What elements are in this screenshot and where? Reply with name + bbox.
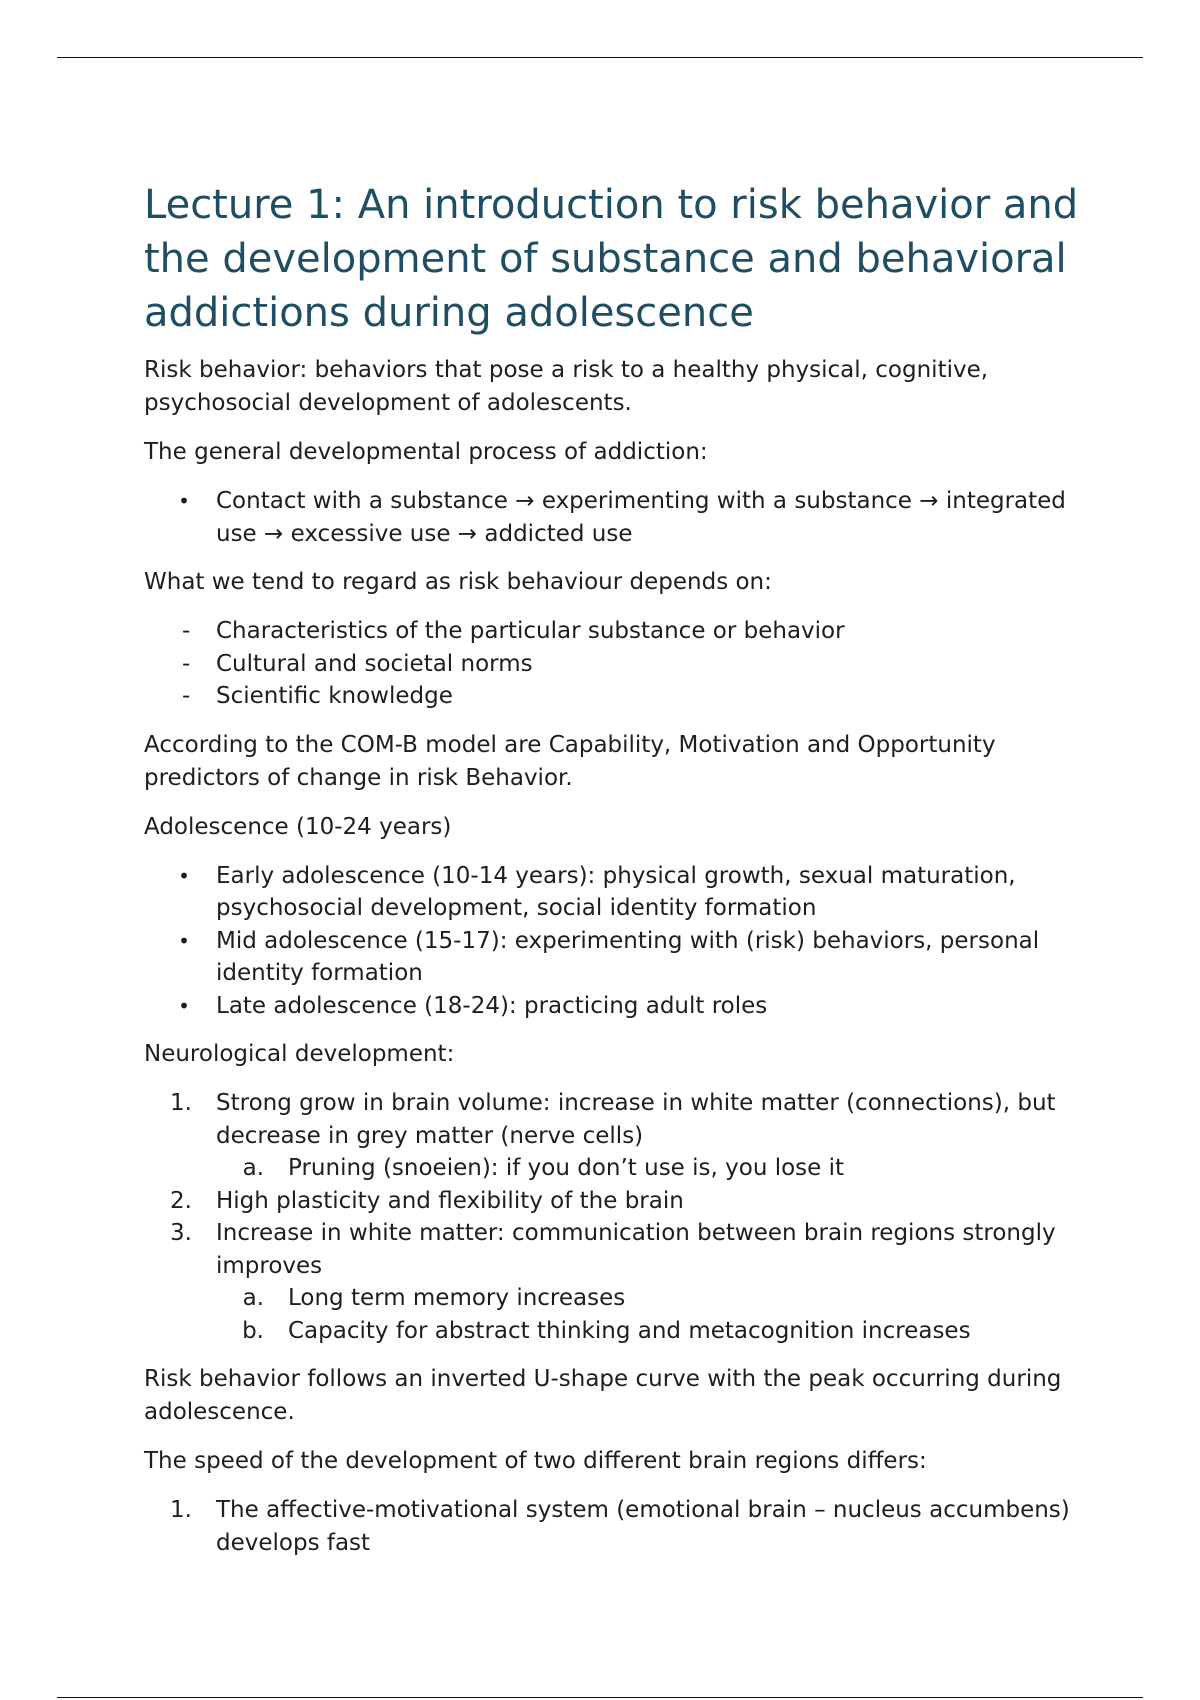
list-item: 3. Increase in white matter: communication between brain regions strongly improves [144,1217,1084,1282]
bottom-rule [57,1697,1143,1698]
list-item: - Scientific knowledge [144,680,1084,713]
number-marker: 1. [170,1497,192,1523]
speed-intro: The speed of the development of two different brain regions differs: [144,1448,927,1474]
bullet-marker: • [178,489,190,513]
list-item: a. Long term memory increases [144,1282,1084,1315]
depends-intro: What we tend to regard as risk behaviour depends on: [144,569,772,595]
neuro-list [144,1087,1084,1347]
risk-behavior-definition: Risk behavior: behaviors that pose a risk to a healthy physical, cognitive, psychosocial development of adolescents. [144,357,989,416]
list-item: - Cultural and societal norms [144,648,1084,681]
letter-marker: a. [242,1285,264,1311]
list-item: • Contact with a substance → experimenting with a substance → integrated use → excessive use → addicted use [144,485,1084,550]
com-b-paragraph: According to the COM-B model are Capability, Motivation and Opportunity predictors of change in risk Behavior. [144,731,996,791]
number-marker: 2. [170,1187,192,1214]
list-item: 1. Strong grow in brain volume: increase in white matter (connections), but decrease in grey matter (nerve cells) [144,1087,1084,1152]
number-marker: 3. [170,1220,192,1246]
top-rule [57,57,1143,58]
list-item: • Mid adolescence (15-17): experimenting with (risk) behaviors, personal identity formation [144,925,1084,990]
letter-marker: a. [242,1155,264,1181]
list-item: 1. The affective-motivational system (emotional brain – nucleus accumbens) develops fast [144,1494,1084,1559]
u-shape-paragraph: Risk behavior follows an inverted U-shape curve with the peak occurring during adolescence. [144,1366,1062,1425]
list-item: 2. High plasticity and flexibility of the brain [144,1185,1084,1218]
number-marker: 1. [170,1090,192,1116]
speed-list [144,1494,1084,1559]
lecture-title: Lecture 1: An introduction to risk behavior and the development of substance and behavioral addictions during adolescence [144,182,1079,336]
neurological-heading: Neurological development: [144,1041,455,1067]
list-item: a. Pruning (snoeien): if you don’t use is, you lose it [144,1152,1084,1185]
depends-list [144,615,1084,713]
document-body [144,178,1084,1575]
bullet-marker: • [178,993,190,1018]
list-item: - Characteristics of the particular substance or behavior [144,615,1084,648]
adolescence-list [144,860,1084,1023]
list-item: • Early adolescence (10-14 years): physical growth, sexual maturation, psychosocial development, social identity formation [144,860,1084,925]
letter-marker: b. [242,1317,264,1344]
list-item: • Late adolescence (18-24): practicing adult roles [144,990,1084,1023]
bullet-marker: • [178,863,190,888]
bullet-marker: • [178,928,190,953]
list-item: b. Capacity for abstract thinking and metacognition increases [144,1315,1084,1348]
dash-marker: - [182,618,191,644]
dash-marker: - [182,650,191,677]
adolescence-heading: Adolescence (10-24 years) [144,813,452,840]
process-intro: The general developmental process of addiction: [144,439,708,465]
dash-marker: - [182,683,191,709]
process-list [144,485,1084,550]
